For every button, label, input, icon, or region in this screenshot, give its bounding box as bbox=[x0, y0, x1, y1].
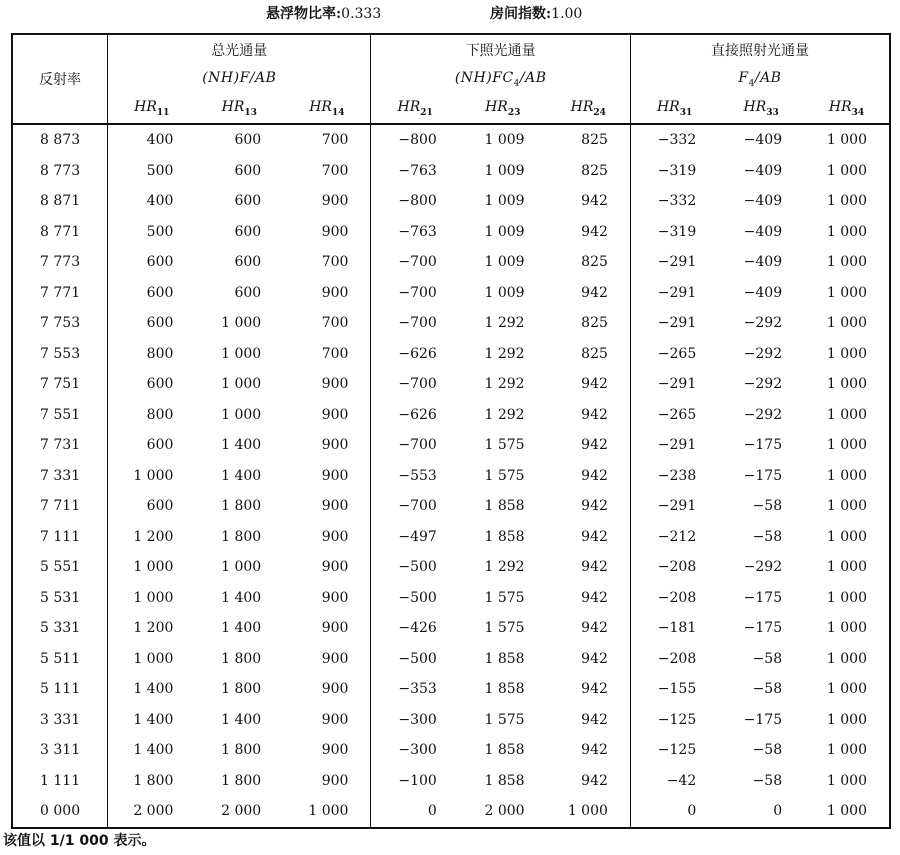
value-cell: 1 009 bbox=[484, 284, 525, 301]
value-cell: 900 bbox=[321, 376, 349, 393]
reflectance-header: 反射率 bbox=[12, 34, 108, 124]
value-cell: 1 858 bbox=[484, 498, 525, 515]
table-row bbox=[12, 369, 890, 400]
value-cell: −763 bbox=[371, 156, 459, 187]
value-cell: −700 bbox=[371, 369, 459, 400]
value-cell: 800 bbox=[108, 339, 196, 370]
value-cell: 942 bbox=[581, 742, 608, 759]
suspended-ratio: 悬浮物比率:0.333 bbox=[266, 6, 382, 22]
value-cell: 900 bbox=[321, 681, 349, 698]
table-row bbox=[12, 583, 890, 614]
value-cell: 942 bbox=[581, 376, 608, 393]
reflectance-cell: 7 751 bbox=[12, 369, 108, 400]
table-row bbox=[12, 552, 890, 583]
value-cell: 1 200 bbox=[108, 522, 196, 553]
group-title-total-flux: 总光通量 bbox=[108, 34, 371, 65]
value-cell: 600 bbox=[234, 193, 262, 210]
value-cell: 1 400 bbox=[221, 589, 262, 606]
reflectance-cell: 5 111 bbox=[12, 674, 108, 705]
value-cell: 600 bbox=[234, 162, 262, 179]
value-cell: −292 bbox=[743, 376, 783, 393]
reflectance-cell: 7 711 bbox=[12, 491, 108, 522]
value-cell: 1 000 bbox=[221, 406, 262, 423]
value-cell: 1 575 bbox=[484, 589, 525, 606]
column-header-hr14: $HR_{14}$ bbox=[283, 93, 371, 124]
group-formula-direct-flux: $F_4/AB$ bbox=[630, 65, 890, 93]
value-cell: −763 bbox=[371, 217, 459, 248]
value-cell: −409 bbox=[743, 193, 783, 210]
value-cell: −208 bbox=[630, 583, 718, 614]
value-cell: −208 bbox=[630, 644, 718, 675]
reflectance-cell: 7 331 bbox=[12, 461, 108, 492]
value-cell: 942 bbox=[581, 284, 608, 301]
value-cell: 1 000 bbox=[221, 376, 262, 393]
value-cell: 900 bbox=[321, 223, 349, 240]
value-cell: 1 000 bbox=[826, 589, 867, 606]
value-cell: 1 000 bbox=[826, 711, 867, 728]
value-cell: −291 bbox=[630, 247, 718, 278]
value-cell: 825 bbox=[581, 345, 608, 362]
value-cell: 1 400 bbox=[108, 674, 196, 705]
value-cell: −292 bbox=[743, 315, 783, 332]
value-cell: 1 000 bbox=[308, 803, 349, 820]
value-cell: 2 000 bbox=[108, 796, 196, 828]
value-cell: 900 bbox=[321, 589, 349, 606]
value-cell: 1 800 bbox=[108, 766, 196, 797]
value-cell: −409 bbox=[743, 162, 783, 179]
value-cell: 1 800 bbox=[221, 772, 262, 789]
value-cell: 1 000 bbox=[221, 345, 262, 362]
column-header-hr24: $HR_{24}$ bbox=[547, 93, 631, 124]
value-cell: −292 bbox=[743, 559, 783, 576]
value-cell: 1 009 bbox=[484, 193, 525, 210]
value-cell: −175 bbox=[743, 711, 783, 728]
value-cell: 1 800 bbox=[221, 681, 262, 698]
value-cell: 900 bbox=[321, 650, 349, 667]
value-cell: −353 bbox=[371, 674, 459, 705]
value-cell: 942 bbox=[581, 620, 608, 637]
reflectance-cell: 8 873 bbox=[12, 124, 108, 156]
table-row bbox=[12, 735, 890, 766]
value-cell: 1 000 bbox=[826, 223, 867, 240]
table-row bbox=[12, 766, 890, 797]
value-cell: −626 bbox=[371, 339, 459, 370]
value-cell: 1 000 bbox=[826, 254, 867, 271]
table-row bbox=[12, 124, 890, 156]
column-header-hr23: $HR_{23}$ bbox=[459, 93, 547, 124]
value-cell: −175 bbox=[743, 620, 783, 637]
value-cell: 942 bbox=[581, 467, 608, 484]
value-cell: 825 bbox=[581, 254, 608, 271]
value-cell: −208 bbox=[630, 552, 718, 583]
value-cell: −409 bbox=[743, 132, 783, 149]
value-cell: 1 858 bbox=[484, 528, 525, 545]
value-cell: 1 000 bbox=[221, 559, 262, 576]
value-cell: 825 bbox=[581, 162, 608, 179]
reflectance-cell: 5 531 bbox=[12, 583, 108, 614]
value-cell: 1 292 bbox=[484, 406, 525, 423]
table-row bbox=[12, 400, 890, 431]
value-cell: 942 bbox=[581, 589, 608, 606]
value-cell: 1 000 bbox=[826, 345, 867, 362]
value-cell: 1 000 bbox=[826, 742, 867, 759]
value-cell: 942 bbox=[581, 437, 608, 454]
value-cell: 700 bbox=[321, 162, 349, 179]
value-cell: 1 800 bbox=[221, 498, 262, 515]
value-cell: −291 bbox=[630, 430, 718, 461]
value-cell: −409 bbox=[743, 254, 783, 271]
value-cell: 700 bbox=[321, 254, 349, 271]
value-cell: 1 575 bbox=[484, 620, 525, 637]
suspended-ratio-label: 悬浮物比率 bbox=[266, 6, 336, 22]
value-cell: 600 bbox=[234, 254, 262, 271]
value-cell: −291 bbox=[630, 491, 718, 522]
value-cell: −265 bbox=[630, 339, 718, 370]
group-formula-total-flux: (NH)F/AB bbox=[108, 65, 371, 93]
table-row bbox=[12, 613, 890, 644]
value-cell: −238 bbox=[630, 461, 718, 492]
value-cell: 1 200 bbox=[108, 613, 196, 644]
value-cell: 500 bbox=[108, 217, 196, 248]
value-cell: −497 bbox=[371, 522, 459, 553]
value-cell: −626 bbox=[371, 400, 459, 431]
value-cell: 600 bbox=[234, 223, 262, 240]
value-cell: 1 800 bbox=[221, 650, 262, 667]
value-cell: −300 bbox=[371, 705, 459, 736]
table-row bbox=[12, 186, 890, 217]
table-row bbox=[12, 247, 890, 278]
value-cell: 900 bbox=[321, 437, 349, 454]
value-cell: 1 000 bbox=[108, 461, 196, 492]
footnote: 该值以 1/1 000 表示。 bbox=[3, 833, 156, 849]
table-row bbox=[12, 430, 890, 461]
value-cell: 1 000 bbox=[826, 376, 867, 393]
value-cell: 1 009 bbox=[484, 132, 525, 149]
group-formula-downward-flux: $(NH)FC_4/AB$ bbox=[371, 65, 630, 93]
value-cell: 1 858 bbox=[484, 772, 525, 789]
value-cell: 942 bbox=[581, 681, 608, 698]
value-cell: −700 bbox=[371, 247, 459, 278]
reflectance-cell: 3 311 bbox=[12, 735, 108, 766]
value-cell: −291 bbox=[630, 369, 718, 400]
value-cell: −58 bbox=[752, 772, 783, 789]
table-row bbox=[12, 796, 890, 828]
value-cell: 1 000 bbox=[108, 583, 196, 614]
value-cell: 1 800 bbox=[221, 528, 262, 545]
value-cell: −700 bbox=[371, 430, 459, 461]
room-index-value: 1.00 bbox=[551, 6, 583, 22]
table-row bbox=[12, 491, 890, 522]
reflectance-cell: 7 553 bbox=[12, 339, 108, 370]
value-cell: −291 bbox=[630, 278, 718, 309]
value-cell: 942 bbox=[581, 193, 608, 210]
value-cell: 942 bbox=[581, 711, 608, 728]
value-cell: −319 bbox=[630, 156, 718, 187]
value-cell: 1 000 bbox=[826, 559, 867, 576]
value-cell: 600 bbox=[234, 132, 262, 149]
value-cell: −58 bbox=[752, 528, 783, 545]
value-cell: −409 bbox=[743, 284, 783, 301]
value-cell: 0 bbox=[773, 803, 783, 820]
value-cell: 900 bbox=[321, 528, 349, 545]
reflectance-cell: 5 331 bbox=[12, 613, 108, 644]
value-cell: 700 bbox=[321, 345, 349, 362]
room-index: 房间指数:1.00 bbox=[490, 6, 583, 22]
value-cell: −58 bbox=[752, 681, 783, 698]
value-cell: 1 000 bbox=[826, 406, 867, 423]
value-cell: 1 400 bbox=[108, 705, 196, 736]
value-cell: 600 bbox=[108, 430, 196, 461]
value-cell: −58 bbox=[752, 498, 783, 515]
reflectance-cell: 8 771 bbox=[12, 217, 108, 248]
table-row bbox=[12, 644, 890, 675]
value-cell: 1 800 bbox=[221, 742, 262, 759]
value-cell: −155 bbox=[630, 674, 718, 705]
column-header-hr34: $HR_{34}$ bbox=[804, 93, 890, 124]
value-cell: 1 000 bbox=[826, 772, 867, 789]
value-cell: −700 bbox=[371, 491, 459, 522]
value-cell: 600 bbox=[108, 278, 196, 309]
group-title-downward-flux: 下照光通量 bbox=[371, 34, 630, 65]
value-cell: 700 bbox=[321, 315, 349, 332]
reflectance-cell: 1 111 bbox=[12, 766, 108, 797]
column-header-hr11: $HR_{11}$ bbox=[108, 93, 196, 124]
table-caption-line bbox=[0, 3, 900, 25]
value-cell: 1 000 bbox=[826, 498, 867, 515]
reflectance-cell: 7 111 bbox=[12, 522, 108, 553]
value-cell: 1 000 bbox=[826, 193, 867, 210]
value-cell: −58 bbox=[752, 742, 783, 759]
table-row bbox=[12, 156, 890, 187]
value-cell: 1 400 bbox=[221, 437, 262, 454]
value-cell: −42 bbox=[630, 766, 718, 797]
value-cell: 1 858 bbox=[484, 742, 525, 759]
value-cell: 1 000 bbox=[221, 315, 262, 332]
value-cell: −409 bbox=[743, 223, 783, 240]
value-cell: −700 bbox=[371, 278, 459, 309]
value-cell: 900 bbox=[321, 284, 349, 301]
reflectance-cell: 7 771 bbox=[12, 278, 108, 309]
value-cell: 600 bbox=[108, 491, 196, 522]
table-body bbox=[12, 124, 890, 828]
value-cell: 1 292 bbox=[484, 345, 525, 362]
value-cell: −300 bbox=[371, 735, 459, 766]
value-cell: −332 bbox=[630, 186, 718, 217]
value-cell: 1 000 bbox=[826, 132, 867, 149]
column-header-hr21: $HR_{21}$ bbox=[371, 93, 459, 124]
table-row bbox=[12, 217, 890, 248]
value-cell: −426 bbox=[371, 613, 459, 644]
value-cell: 1 009 bbox=[484, 223, 525, 240]
value-cell: 942 bbox=[581, 528, 608, 545]
value-cell: 1 292 bbox=[484, 376, 525, 393]
table-row bbox=[12, 674, 890, 705]
value-cell: 900 bbox=[321, 559, 349, 576]
value-cell: 1 000 bbox=[826, 315, 867, 332]
value-cell: 1 000 bbox=[826, 528, 867, 545]
value-cell: 1 000 bbox=[826, 437, 867, 454]
value-cell: −181 bbox=[630, 613, 718, 644]
value-cell: 1 000 bbox=[108, 552, 196, 583]
table-row bbox=[12, 705, 890, 736]
value-cell: 942 bbox=[581, 406, 608, 423]
value-cell: 1 000 bbox=[567, 803, 608, 820]
value-cell: −292 bbox=[743, 406, 783, 423]
value-cell: 700 bbox=[321, 132, 349, 149]
reflectance-cell: 5 511 bbox=[12, 644, 108, 675]
value-cell: −292 bbox=[743, 345, 783, 362]
reflectance-cell: 7 731 bbox=[12, 430, 108, 461]
value-cell: 2 000 bbox=[484, 803, 525, 820]
value-cell: 1 000 bbox=[826, 284, 867, 301]
value-cell: 1 400 bbox=[221, 467, 262, 484]
value-cell: 942 bbox=[581, 223, 608, 240]
value-cell: 1 000 bbox=[826, 650, 867, 667]
reflectance-table bbox=[11, 33, 891, 829]
value-cell: −800 bbox=[371, 186, 459, 217]
value-cell: 942 bbox=[581, 772, 608, 789]
reflectance-cell: 8 773 bbox=[12, 156, 108, 187]
reflectance-cell: 0 000 bbox=[12, 796, 108, 828]
value-cell: 1 000 bbox=[826, 467, 867, 484]
value-cell: 2 000 bbox=[221, 803, 262, 820]
table-row bbox=[12, 339, 890, 370]
value-cell: 900 bbox=[321, 742, 349, 759]
value-cell: 1 000 bbox=[826, 162, 867, 179]
table-row bbox=[12, 278, 890, 309]
value-cell: −175 bbox=[743, 467, 783, 484]
table-row bbox=[12, 522, 890, 553]
value-cell: 1 000 bbox=[826, 803, 867, 820]
value-cell: 1 009 bbox=[484, 162, 525, 179]
value-cell: 942 bbox=[581, 559, 608, 576]
value-cell: 600 bbox=[108, 369, 196, 400]
value-cell: 1 575 bbox=[484, 467, 525, 484]
value-cell: 942 bbox=[581, 650, 608, 667]
value-cell: −125 bbox=[630, 735, 718, 766]
value-cell: 500 bbox=[108, 156, 196, 187]
reflectance-cell: 7 753 bbox=[12, 308, 108, 339]
value-cell: 1 000 bbox=[826, 681, 867, 698]
value-cell: 0 bbox=[371, 796, 459, 828]
value-cell: −212 bbox=[630, 522, 718, 553]
suspended-ratio-value: 0.333 bbox=[341, 6, 382, 22]
column-header-hr13: $HR_{13}$ bbox=[195, 93, 283, 124]
room-index-label: 房间指数 bbox=[490, 6, 546, 22]
column-header-hr33: $HR_{33}$ bbox=[718, 93, 804, 124]
value-cell: 600 bbox=[108, 247, 196, 278]
value-cell: 600 bbox=[234, 284, 262, 301]
value-cell: −175 bbox=[743, 437, 783, 454]
value-cell: 400 bbox=[108, 186, 196, 217]
value-cell: 1 400 bbox=[108, 735, 196, 766]
group-title-direct-flux: 直接照射光通量 bbox=[630, 34, 890, 65]
value-cell: −175 bbox=[743, 589, 783, 606]
column-header-hr31: $HR_{31}$ bbox=[630, 93, 718, 124]
value-cell: 1 575 bbox=[484, 437, 525, 454]
value-cell: 400 bbox=[108, 124, 196, 156]
value-cell: −58 bbox=[752, 650, 783, 667]
value-cell: −291 bbox=[630, 308, 718, 339]
value-cell: −500 bbox=[371, 583, 459, 614]
value-cell: −125 bbox=[630, 705, 718, 736]
reflectance-cell: 7 551 bbox=[12, 400, 108, 431]
value-cell: 900 bbox=[321, 620, 349, 637]
reflectance-cell: 5 551 bbox=[12, 552, 108, 583]
value-cell: 800 bbox=[108, 400, 196, 431]
value-cell: −500 bbox=[371, 644, 459, 675]
value-cell: −319 bbox=[630, 217, 718, 248]
value-cell: 1 400 bbox=[221, 711, 262, 728]
table-row bbox=[12, 308, 890, 339]
value-cell: 825 bbox=[581, 315, 608, 332]
value-cell: −500 bbox=[371, 552, 459, 583]
value-cell: 1 292 bbox=[484, 315, 525, 332]
value-cell: 942 bbox=[581, 498, 608, 515]
value-cell: 600 bbox=[108, 308, 196, 339]
value-cell: −700 bbox=[371, 308, 459, 339]
value-cell: 1 400 bbox=[221, 620, 262, 637]
value-cell: 900 bbox=[321, 406, 349, 423]
value-cell: 900 bbox=[321, 711, 349, 728]
value-cell: 900 bbox=[321, 193, 349, 210]
value-cell: 1 858 bbox=[484, 650, 525, 667]
value-cell: −553 bbox=[371, 461, 459, 492]
value-cell: 900 bbox=[321, 772, 349, 789]
reflectance-cell: 8 871 bbox=[12, 186, 108, 217]
value-cell: 1 292 bbox=[484, 559, 525, 576]
value-cell: 1 000 bbox=[826, 620, 867, 637]
reflectance-cell: 7 773 bbox=[12, 247, 108, 278]
value-cell: 1 009 bbox=[484, 254, 525, 271]
value-cell: −100 bbox=[371, 766, 459, 797]
value-cell: 0 bbox=[630, 796, 718, 828]
value-cell: −265 bbox=[630, 400, 718, 431]
value-cell: 900 bbox=[321, 467, 349, 484]
reflectance-cell: 3 331 bbox=[12, 705, 108, 736]
value-cell: 825 bbox=[581, 132, 608, 149]
table-row bbox=[12, 461, 890, 492]
value-cell: −800 bbox=[371, 124, 459, 156]
value-cell: 900 bbox=[321, 498, 349, 515]
value-cell: 1 858 bbox=[484, 681, 525, 698]
value-cell: −332 bbox=[630, 124, 718, 156]
value-cell: 1 575 bbox=[484, 711, 525, 728]
value-cell: 1 000 bbox=[108, 644, 196, 675]
